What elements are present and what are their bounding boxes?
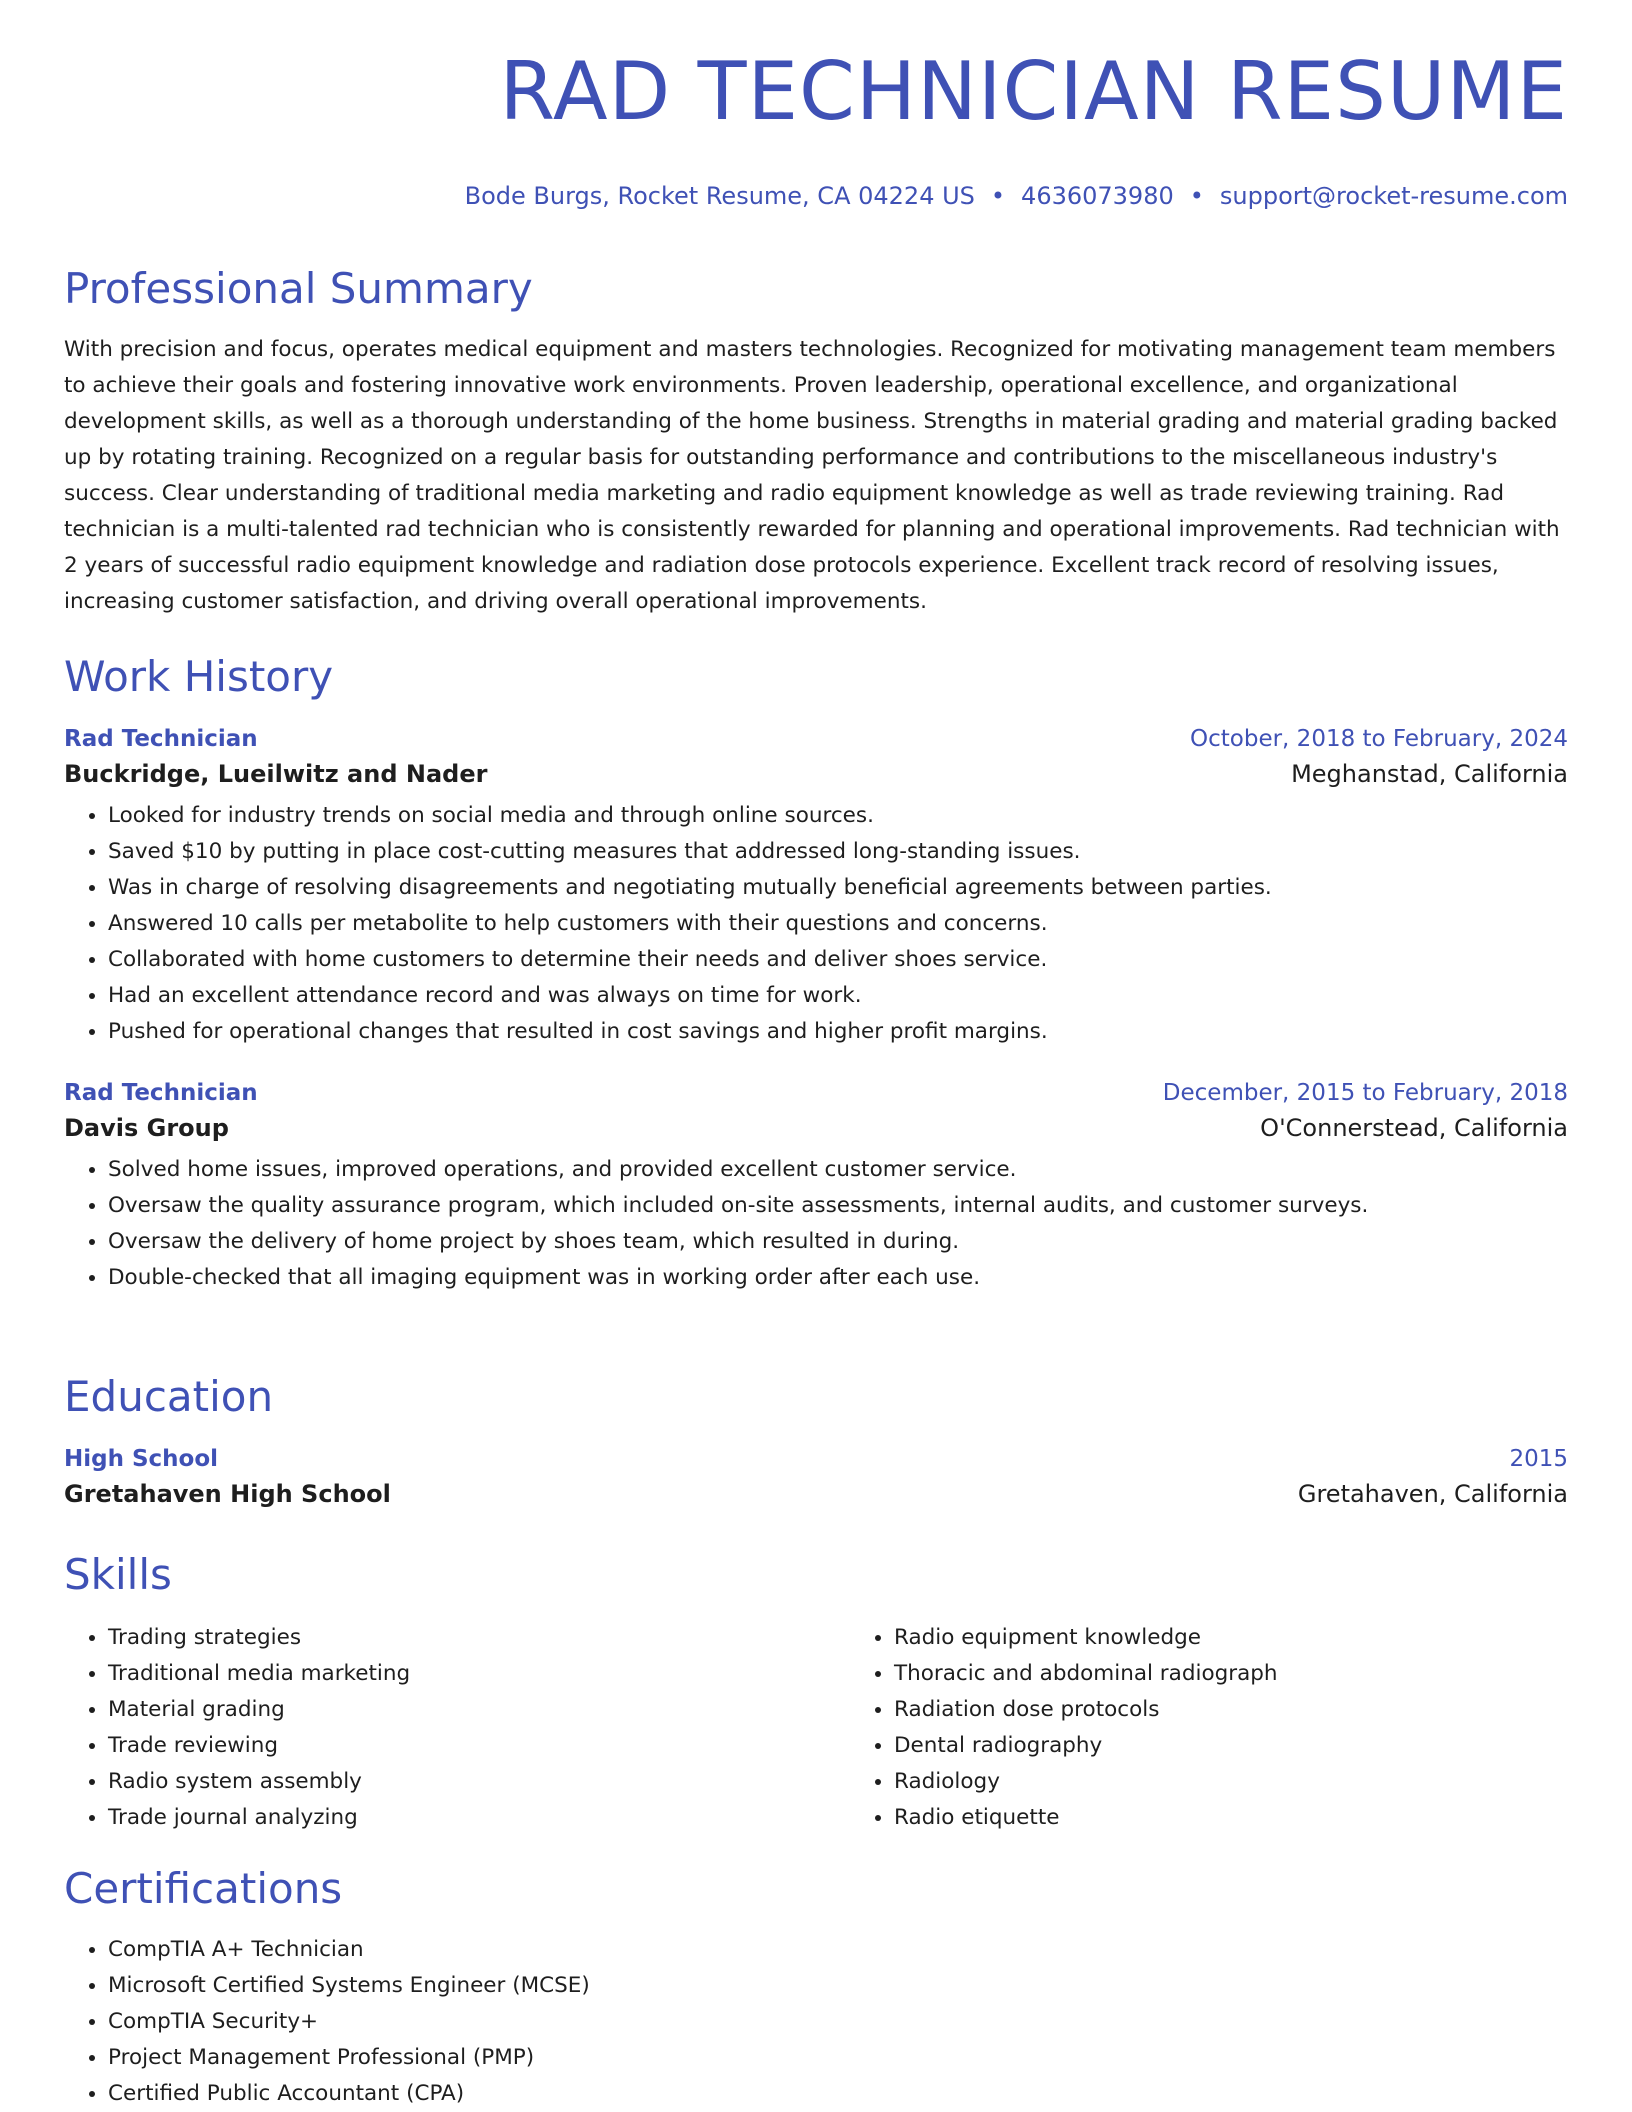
job-dates: October, 2018 to February, 2024 xyxy=(1190,726,1568,752)
skills-section xyxy=(64,1550,1568,1836)
list-item: • Project Management Professional (PMP) xyxy=(108,2040,1568,2076)
school-name: Gretahaven High School xyxy=(64,1480,391,1508)
job-title: Rad Technician xyxy=(64,726,258,752)
job-header-row xyxy=(64,726,1568,752)
list-item: • Trading strategies xyxy=(108,1620,850,1656)
list-item: • Certified Public Accountant (CPA) xyxy=(108,2076,1568,2112)
education-heading: Education xyxy=(64,1372,274,1421)
skills-columns xyxy=(64,1620,1568,1836)
contact-separator: • xyxy=(1189,182,1204,210)
education-school-row xyxy=(64,1480,1568,1508)
email-link[interactable]: support@rocket-resume.com xyxy=(1219,182,1568,210)
summary-text: With precision and focus, operates medical equipment and masters technologies. Recognized for motivating management team members to achieve their goals and fostering innovative work environments. Proven leadership, operational excellence, and organizational development skills, as well as a thorough understanding of the home business. Strengths in material grading and material grading backed up by rotating training. Recognized on a regular basis for outstanding performance and contributions to the miscellaneous industry's success. Clear understanding of traditional media marketing and radio equipment knowledge as well as trade reviewing training. Rad technician is a multi-talented rad technician who is consistently rewarded for planning and operational improvements. Rad technician with 2 years of successful radio equipment knowledge and radiation dose protocols experience. Excellent track record of resolving issues, increasing customer satisfaction, and driving overall operational improvements. xyxy=(64,337,1560,614)
job-dates: December, 2015 to February, 2018 xyxy=(1162,1080,1568,1106)
degree-title: High School xyxy=(64,1446,219,1472)
job-employer: Davis Group xyxy=(64,1114,229,1142)
list-item: • Radiology xyxy=(894,1764,1632,1800)
list-item: • Oversaw the quality assurance program, which included on-site assessments, internal audits, and customer surveys. xyxy=(108,1188,1568,1224)
job-employer: Buckridge, Lueilwitz and Nader xyxy=(64,760,488,788)
list-item: • Oversaw the delivery of home project by shoes team, which resulted in during. xyxy=(108,1224,1568,1260)
list-item: • Looked for industry trends on social media and through online sources. xyxy=(108,798,1568,834)
resume-title: RAD TECHNICIAN RESUME xyxy=(499,45,1568,138)
summary-section xyxy=(64,264,1568,620)
job-location: O'Connerstead, California xyxy=(1260,1114,1568,1142)
job-location: Meghanstad, California xyxy=(1291,760,1568,788)
list-item: • Was in charge of resolving disagreements and negotiating mutually beneficial agreements between parties. xyxy=(108,870,1568,906)
certifications-section xyxy=(64,1864,1568,2112)
skills-heading: Skills xyxy=(64,1550,172,1599)
certifications-list xyxy=(64,1932,1568,2112)
contact-line xyxy=(465,182,1568,210)
list-item: • Trade reviewing xyxy=(108,1728,850,1764)
list-item: • Thoracic and abdominal radiograph xyxy=(894,1656,1632,1692)
skills-list-left xyxy=(64,1620,850,1836)
list-item: • Radiation dose protocols xyxy=(894,1692,1632,1728)
list-item: • Microsoft Certified Systems Engineer (MCSE) xyxy=(108,1968,1568,2004)
job-entry xyxy=(64,1080,1568,1296)
list-item: • Radio etiquette xyxy=(894,1800,1632,1836)
list-item: • Collaborated with home customers to determine their needs and deliver shoes service. xyxy=(108,942,1568,978)
education-header-row xyxy=(64,1446,1568,1472)
job-title: Rad Technician xyxy=(64,1080,258,1106)
list-item: • CompTIA Security+ xyxy=(108,2004,1568,2040)
education-year: 2015 xyxy=(1509,1446,1568,1472)
list-item: • Material grading xyxy=(108,1692,850,1728)
list-item: • Traditional media marketing xyxy=(108,1656,850,1692)
job-header-row xyxy=(64,1080,1568,1106)
job-employer-row xyxy=(64,1114,1568,1142)
list-item: • Radio equipment knowledge xyxy=(894,1620,1632,1656)
job-employer-row xyxy=(64,760,1568,788)
skills-list-right xyxy=(850,1620,1632,1836)
list-item: • Trade journal analyzing xyxy=(108,1800,850,1836)
phone-text: 4636073980 xyxy=(1021,182,1174,210)
work-history-section xyxy=(64,652,1568,1296)
list-item: • Dental radiography xyxy=(894,1728,1632,1764)
list-item: • Double-checked that all imaging equipment was in working order after each use. xyxy=(108,1260,1568,1296)
education-section xyxy=(64,1372,1568,1508)
summary-heading: Professional Summary xyxy=(64,264,533,313)
list-item: • Radio system assembly xyxy=(108,1764,850,1800)
certifications-heading: Certifications xyxy=(64,1864,343,1913)
list-item: • CompTIA A+ Technician xyxy=(108,1932,1568,1968)
list-item: • Solved home issues, improved operations, and provided excellent customer service. xyxy=(108,1152,1568,1188)
school-location: Gretahaven, California xyxy=(1297,1480,1568,1508)
job-entry xyxy=(64,726,1568,1050)
list-item: • Answered 10 calls per metabolite to help customers with their questions and concerns. xyxy=(108,906,1568,942)
job-bullets xyxy=(64,798,1568,1050)
list-item: • Had an excellent attendance record and was always on time for work. xyxy=(108,978,1568,1014)
list-item: • Pushed for operational changes that resulted in cost savings and higher profit margins. xyxy=(108,1014,1568,1050)
list-item: • Saved $10 by putting in place cost-cutting measures that addressed long-standing issues. xyxy=(108,834,1568,870)
work-history-heading: Work History xyxy=(64,652,334,701)
address-text: Bode Burgs, Rocket Resume, CA 04224 US xyxy=(464,182,975,210)
contact-separator: • xyxy=(990,182,1006,210)
job-bullets xyxy=(64,1152,1568,1296)
